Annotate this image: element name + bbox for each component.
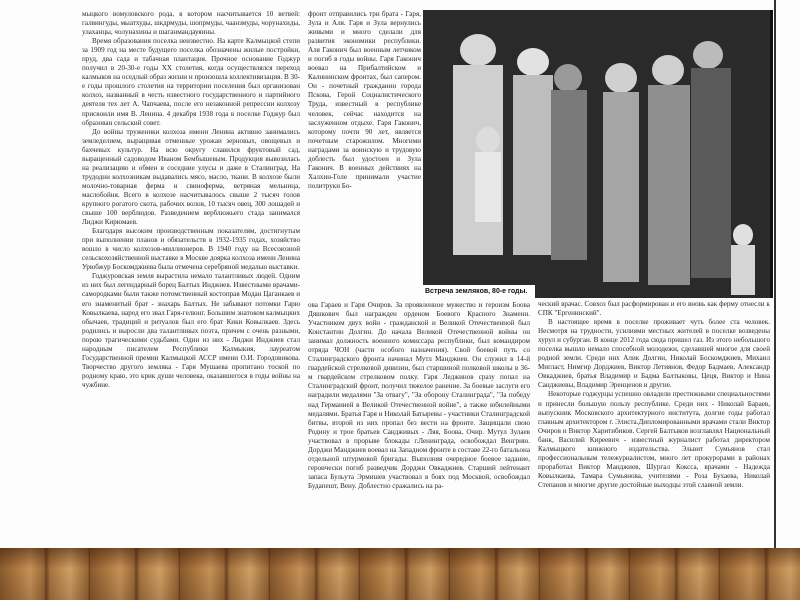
article-column-2-bottom [308,301,530,491]
wooden-floor-background [0,548,800,600]
paragraph: фронт отправились три брата - Гаря, Зула и Аля. Гаря и Зула вернулись живыми и много сделали для развития экономики республики. Аля Гаконич был военным летчиком и погиб в годы войны. Гаря Гаконич воевал на Прибалтийском и Калининском фронтах, был сапером. Он - почетный гражданин города Пскова, Герой Социалистического Труда, известный в республике человек, сейчас находится на заслуженном отдыхе. Гаря Гаконич, которому почти 90 лет, является почетным старожилом. Многими наградами за воинскую и трудовую доблесть был удостоен и Зула Гаконич. В военных действиях на Халхин-Голе принимали участие политруки Бо- [308,10,421,190]
article-column-1 [82,10,300,390]
page-edge-divider [774,0,776,548]
photo-caption: Встреча земляков, 80-е годы. [423,285,535,299]
paragraph: Годжуровская земля вырастила немало талантливых людей. Одним из них был легендарный борец Балтых Инджиев. Известными врачами-самородками были также потомственный костоправ Модан Цаганкаев и его знаменитый брат - знахарь Балтых. Не забывают потомки Гарю Ковылкаева, народ его звал Гаря-гелюнг. Большим знатоком калмыцких обычаев, традиций и ритуалов был его брат Кики Ковылкаев. Здесь родились и выросли два талантливых поэта, причем с очень разными, порою трагическими судьбами. Один из них - Лиджи Инджиев стал народным писателем Республики Калмыкия, лауреатом Государственной премии Калмыцкой АССР имени О.И. Городовикова. Творчество другого земляка - Гаря Мушаева пропитано тоской по родному краю, это крик души человека, оказавшегося в годы войны на чужбине. [82,272,300,389]
people-photo-image [423,10,770,298]
paragraph: ова Гараев и Гаря Очиров. За проявленное мужество и героизм Боова Дяшкович был награжден орденом Боевого Красного Знамени. Участником двух войн - гражданской и Великой Отечественной был Константин Долгин. До начала Великой Отечественной войны он занимал должность военного комиссара республики, был командиром отряда ЧОН (части особого назначения). Свой боевой путь со Сталинградского фронта начинал Мутл Манджиев. Он служил в 14-й гвардейской стрелковой дивизии, был старшиной полковой школы в 36-м гвардейском стрелковом полку. Гаря Леджинов сразу попал на Сталинградский фронт, получил тяжелое ранение. За боевые заслуги его наградили медалями "За отвагу", "За оборону Сталинграда", "За победу над Германией в Великой Отечественной войне", а также юбилейными медалями. Братья Гаря и Николай Батыревы - участники Сталинградской битвы, второй из них пропал без вести на фронте. Защищали свою Родину и трое братьев Сандживых - Ляя, Боова, Очир. Мутул Зулаев участвовал в прорыве блокады г.Ленинграда, освобождал Венгрию. Дорджи Манджиев воевал на Западном фронте в составе 22-го батальона отдельной штурмовой бригады. Выполняя очередное боевое задание, героически погиб разведчик Дорджи Овкаджиев. Старший лейтенант запаса Бульута Эрмишев участвовал в боях под Москвой, освобождал Будапешт, Вену. Доблестно сражались на ра- [308,301,530,490]
paragraph: Благодаря высоким производственным показателям, достигнутым при выполнении планов и обязательств в 1932-1935 годах, хозяйство вошло в число колхозов-миллионеров. В 1940 году на Всесоюзной сельскохозяйственной выставке в Москве доярка колхоза имени Ленина Урюбжур Боскомджиева была отмечена серебряной медалью выставки. [82,227,300,272]
paragraph: Некоторые годжурцы успешно овладели престижными специальностями и принесли большую пользу республике. Среди них - Николай Бараев, выпускник Московского архитектурного института, долгие годы работал главным архитектором г. Элиста.Дипломированными врачами стали Виктор Очиров и Виктор Харитибиков. Сергей Балтыков возглавлял Национальный банк, Василий Киреевич - известный журналист работал директором Калмыцкого книжного издательства. Эльвит Сумьянов стал профессиональным тележурналистом, много лет прокурорами в районах проработал Виктор Манджиев, Шургал Коксса, врачами - Надежда Ковылкаева, Тамара Сумьянова, учителями - Роза Бухаева, Николай Степанов и многие другие достойные выходцы этой славной земли. [538,390,770,489]
group-photo [423,10,773,298]
paragraph: Время образования поселка неизвестно. На карте Калмыцкой степи за 1909 год на месте будущего поселка обозначены жилые постройки, пруд, два сада и табачная плантация. Прочное основание Годжур получил в 20-30-е годы XX столетия, когда осуществлялся переход калмыков на оседлый образ жизни и произошла коллективизация. В 30-е годы прошлого столетия на территории поселения был организован колхоз, названный в честь известного государственного и партийного деятеля тех лет А. Чапчаева, после его незаконной репрессии колхозу присвоили имя В. Ленина. 4 декабря 1938 года в поселке Годжур был образован сельский совет. [82,37,300,127]
article-column-2-top [308,10,421,191]
paragraph: ческий врачас. Совхоз был расформирован и его вновь как ферму отнесли к СПК "Ергенинский". [538,300,770,318]
paragraph: мыцкого вомуловского рода, в котором насчитывается 10 ветвей: галвингуды, мыатхуды, шкдрмуды, шопрмуды, чаанзмуды, чорунахиды, улаханцы, чолунахины и шаганмандауяины. [82,10,300,37]
article-column-3 [538,300,770,490]
paragraph: До войны труженики колхоза имени Ленина активно занимались земледелием, выращивая отменные урожаи зерновых, овощевых и бахчевых культур. На всю округу славился фруктовый сад, выращенный садоводом Иваном Бембышевым. Продукция вывозилась на реализацию и обмен в соседние улусы и даже в Сталинград. На трудодни колхозникам выдавались мясо, масло, ткани. В колхозе были молочно-товарная ферма и свиноферма, ветряная мельница, маслобойня. Всего в колхозе насчитывалось свыше 2 тысяч голов крупного рогатого скота, рабочих волов, 10 тысяч овец, 300 лошадей и свыше 100 верблюдов. Разведением верблюжьего стада занимался Лиджи Кирюмаев. [82,127,300,227]
paragraph: В настоящее время в поселке проживает чуть более ста человек. Несмотря на трудности, усилиями местных жителей в поселке возведены хурул и субурган. В конце 2012 года сюда пришел газ. Из этого небольшого поселка вышло немало способной молодежи, сделавшей многое для своей родной земли. Среди них Алик Долгин, Николай Боскомджиев, Михаил Мигласт, Нимгир Дорджиев, Виктор Летиянов, Федор Бадмаев, Александр Овкаджиев, братья Владимир и Бадма Балтыковы, Цеця, Виктор и Нина Санджиевы, Владимир Эренценов и другие. [538,318,770,390]
